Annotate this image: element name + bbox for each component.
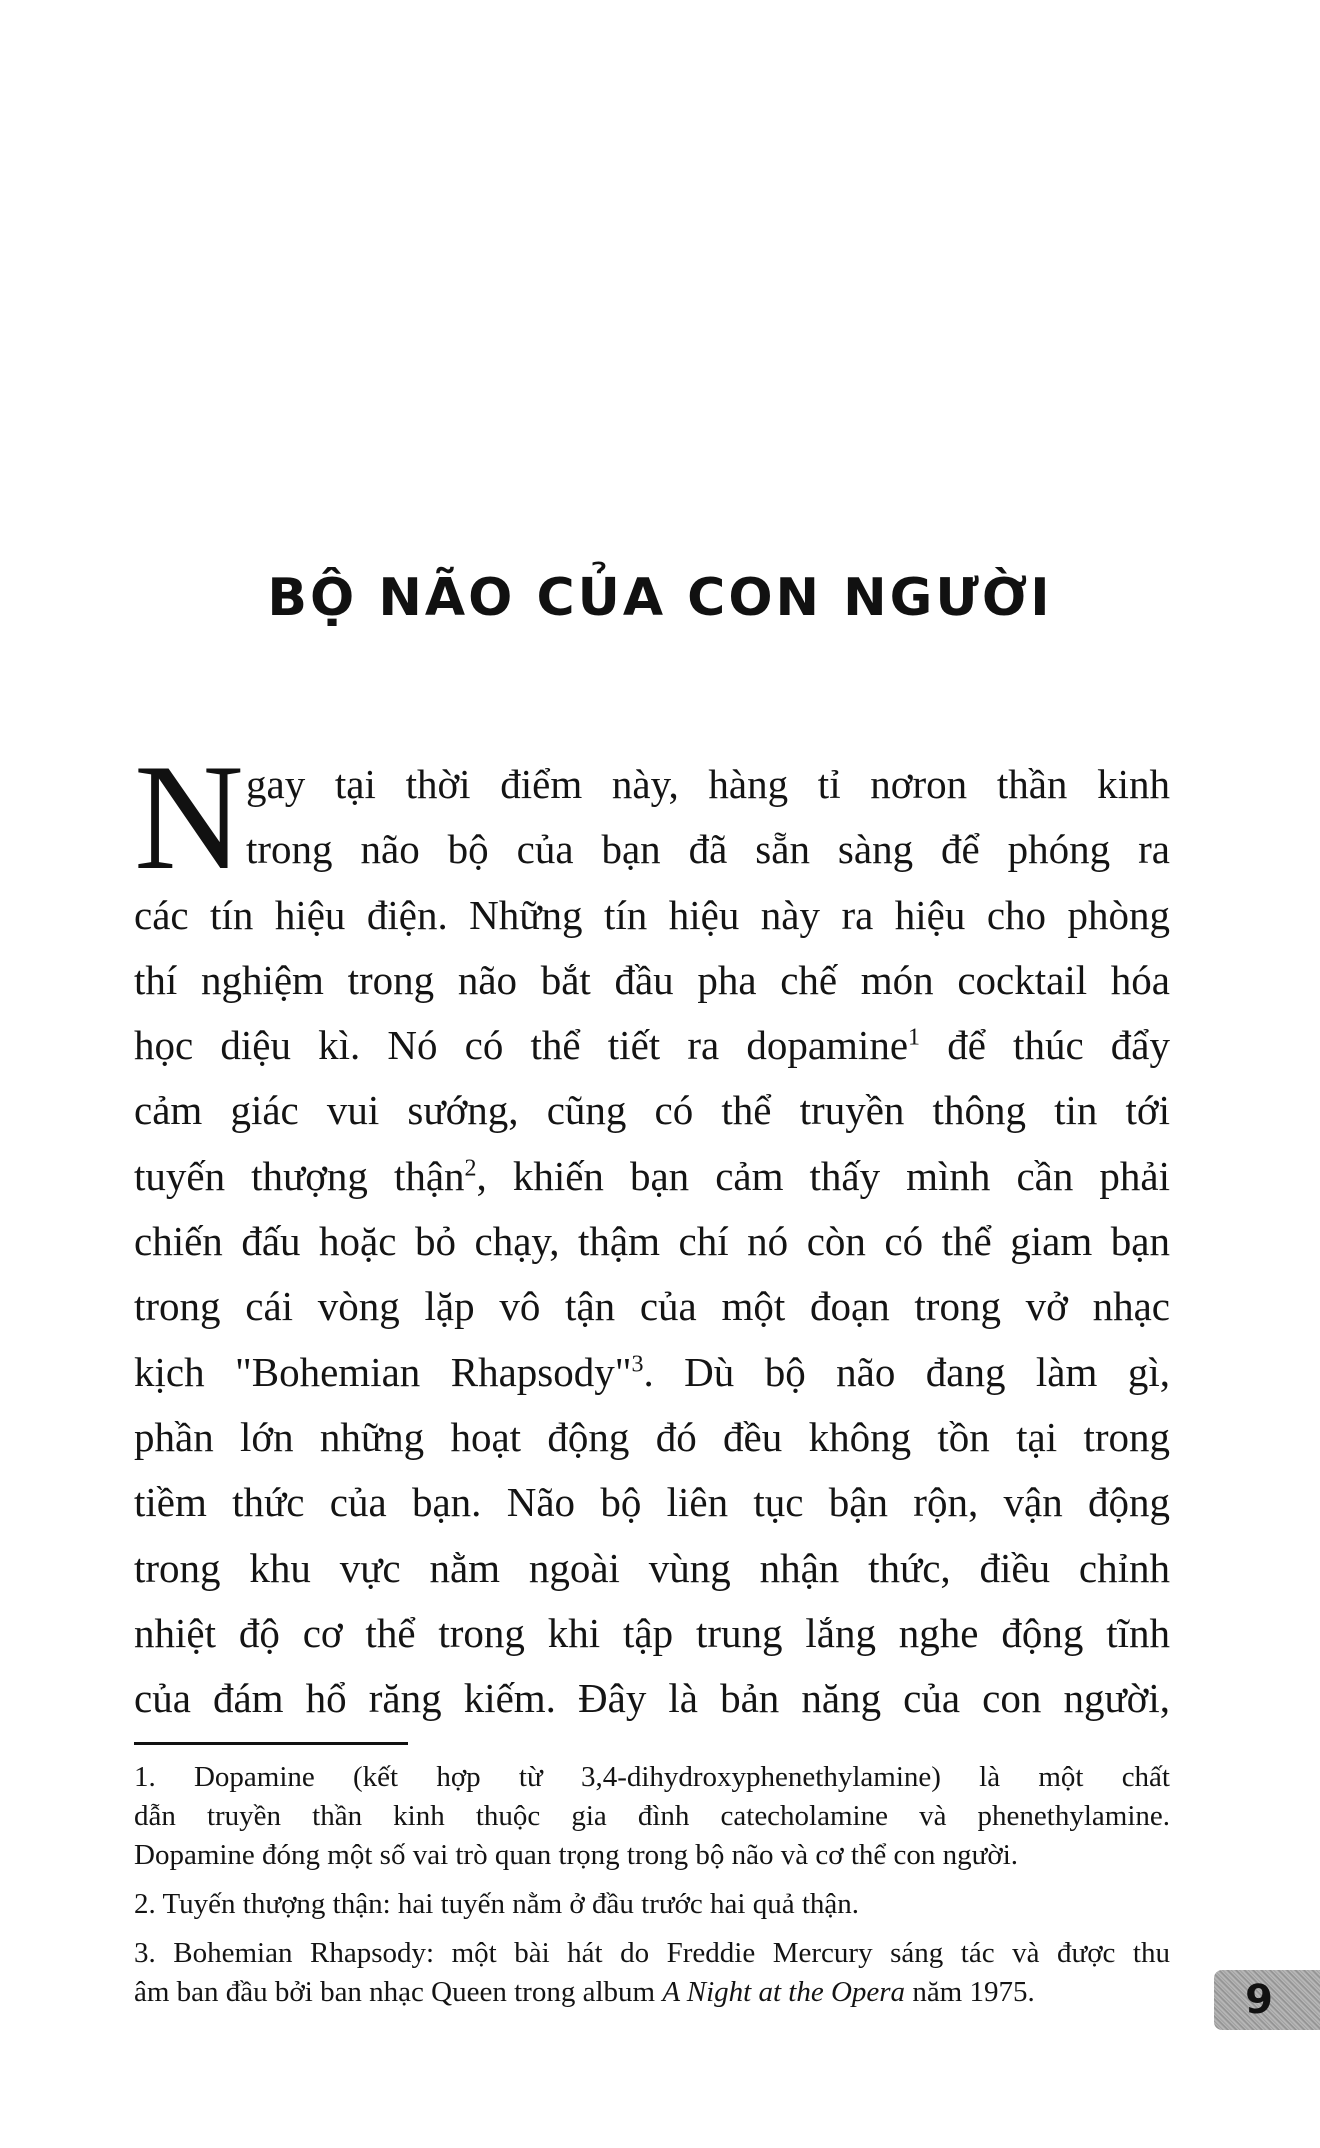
body-line: nhiệt độ cơ thể trong khi tập trung lắng nghe động tĩnh [134, 1609, 1170, 1656]
body-paragraph [134, 733, 1171, 1731]
body-line: thí nghiệm trong não bắt đầu pha chế món cocktail hóa [134, 956, 1170, 1003]
body-line: trong khu vực nằm ngoài vùng nhận thức, điều chỉnh [134, 1544, 1170, 1591]
body-line: tiềm thức của bạn. Não bộ liên tục bận rộn, vận động [134, 1479, 1170, 1526]
footnote-divider [134, 1742, 408, 1745]
footnote-text: năm 1975. [905, 1976, 1035, 2008]
body-line [134, 1340, 1170, 1405]
chapter-title: BỘ NÃO CỦA CON NGƯỜI [267, 568, 1053, 628]
body-line: gay tại thời điểm này, hàng tỉ nơron thần kinh [246, 761, 1170, 807]
footnote-3 [134, 1934, 1170, 2012]
footnote-ref-1: 1 [908, 1024, 921, 1051]
body-line [134, 1144, 1170, 1209]
page-number: 9 [1245, 1977, 1273, 2023]
footnote-line: 2. Tuyến thượng thận: hai tuyến nằm ở đầu trước hai quả thận. [134, 1888, 859, 1920]
footnote-1 [134, 1758, 1170, 1875]
footnote-line: dẫn truyền thần kinh thuộc gia đình catecholamine và phenethylamine. [134, 1800, 1170, 1832]
body-line: trong não bộ của bạn đã sẵn sàng để phóng ra [246, 826, 1170, 873]
footnote-line: Dopamine đóng một số vai trò quan trọng trong bộ não và cơ thể con người. [134, 1839, 1019, 1871]
body-line [134, 1013, 1170, 1078]
footnote-text: âm ban đầu bởi ban nhạc Queen trong album [134, 1976, 663, 2008]
footnote-line: 3. Bohemian Rhapsody: một bài hát do Freddie Mercury sáng tác và được thu [134, 1937, 1170, 1969]
footnote-ref-2: 2 [464, 1155, 477, 1182]
body-line: các tín hiệu điện. Những tín hiệu này ra hiệu cho phòng [134, 891, 1170, 938]
body-line-text: kịch "Bohemian Rhapsody" [134, 1348, 632, 1395]
footnote-line: 1. Dopamine (kết hợp từ 3,4-dihydroxyphenethylamine) là một chất [134, 1761, 1170, 1793]
footnotes [134, 1758, 1170, 2022]
footnote-2 [134, 1885, 1170, 1924]
body-line: của đám hổ răng kiếm. Đây là bản năng của con người, [134, 1675, 1170, 1722]
body-line-text: để thúc đẩy [920, 1022, 1171, 1069]
body-line-text: tuyến thượng thận [134, 1152, 465, 1199]
body-line: chiến đấu hoặc bỏ chạy, thậm chí nó còn có thể giam bạn [134, 1218, 1170, 1265]
body-line: trong cái vòng lặp vô tận của một đoạn trong vở nhạc [134, 1283, 1170, 1330]
body-line-text: . Dù bộ não đang làm gì, [643, 1348, 1170, 1395]
body-line-text: , khiến bạn cảm thấy mình cần phải [476, 1152, 1170, 1199]
body-line: cảm giác vui sướng, cũng có thể truyền thông tin tới [134, 1087, 1170, 1134]
drop-cap: N [134, 733, 244, 901]
body-line: phần lớn những hoạt động đó đều không tồn tại trong [134, 1413, 1170, 1460]
album-title: A Night at the Opera [662, 1976, 906, 2008]
footnote-ref-3: 3 [631, 1351, 644, 1378]
body-line-text: học diệu kì. Nó có thể tiết ra dopamine [134, 1022, 909, 1069]
footnote-line [134, 1973, 1170, 2012]
